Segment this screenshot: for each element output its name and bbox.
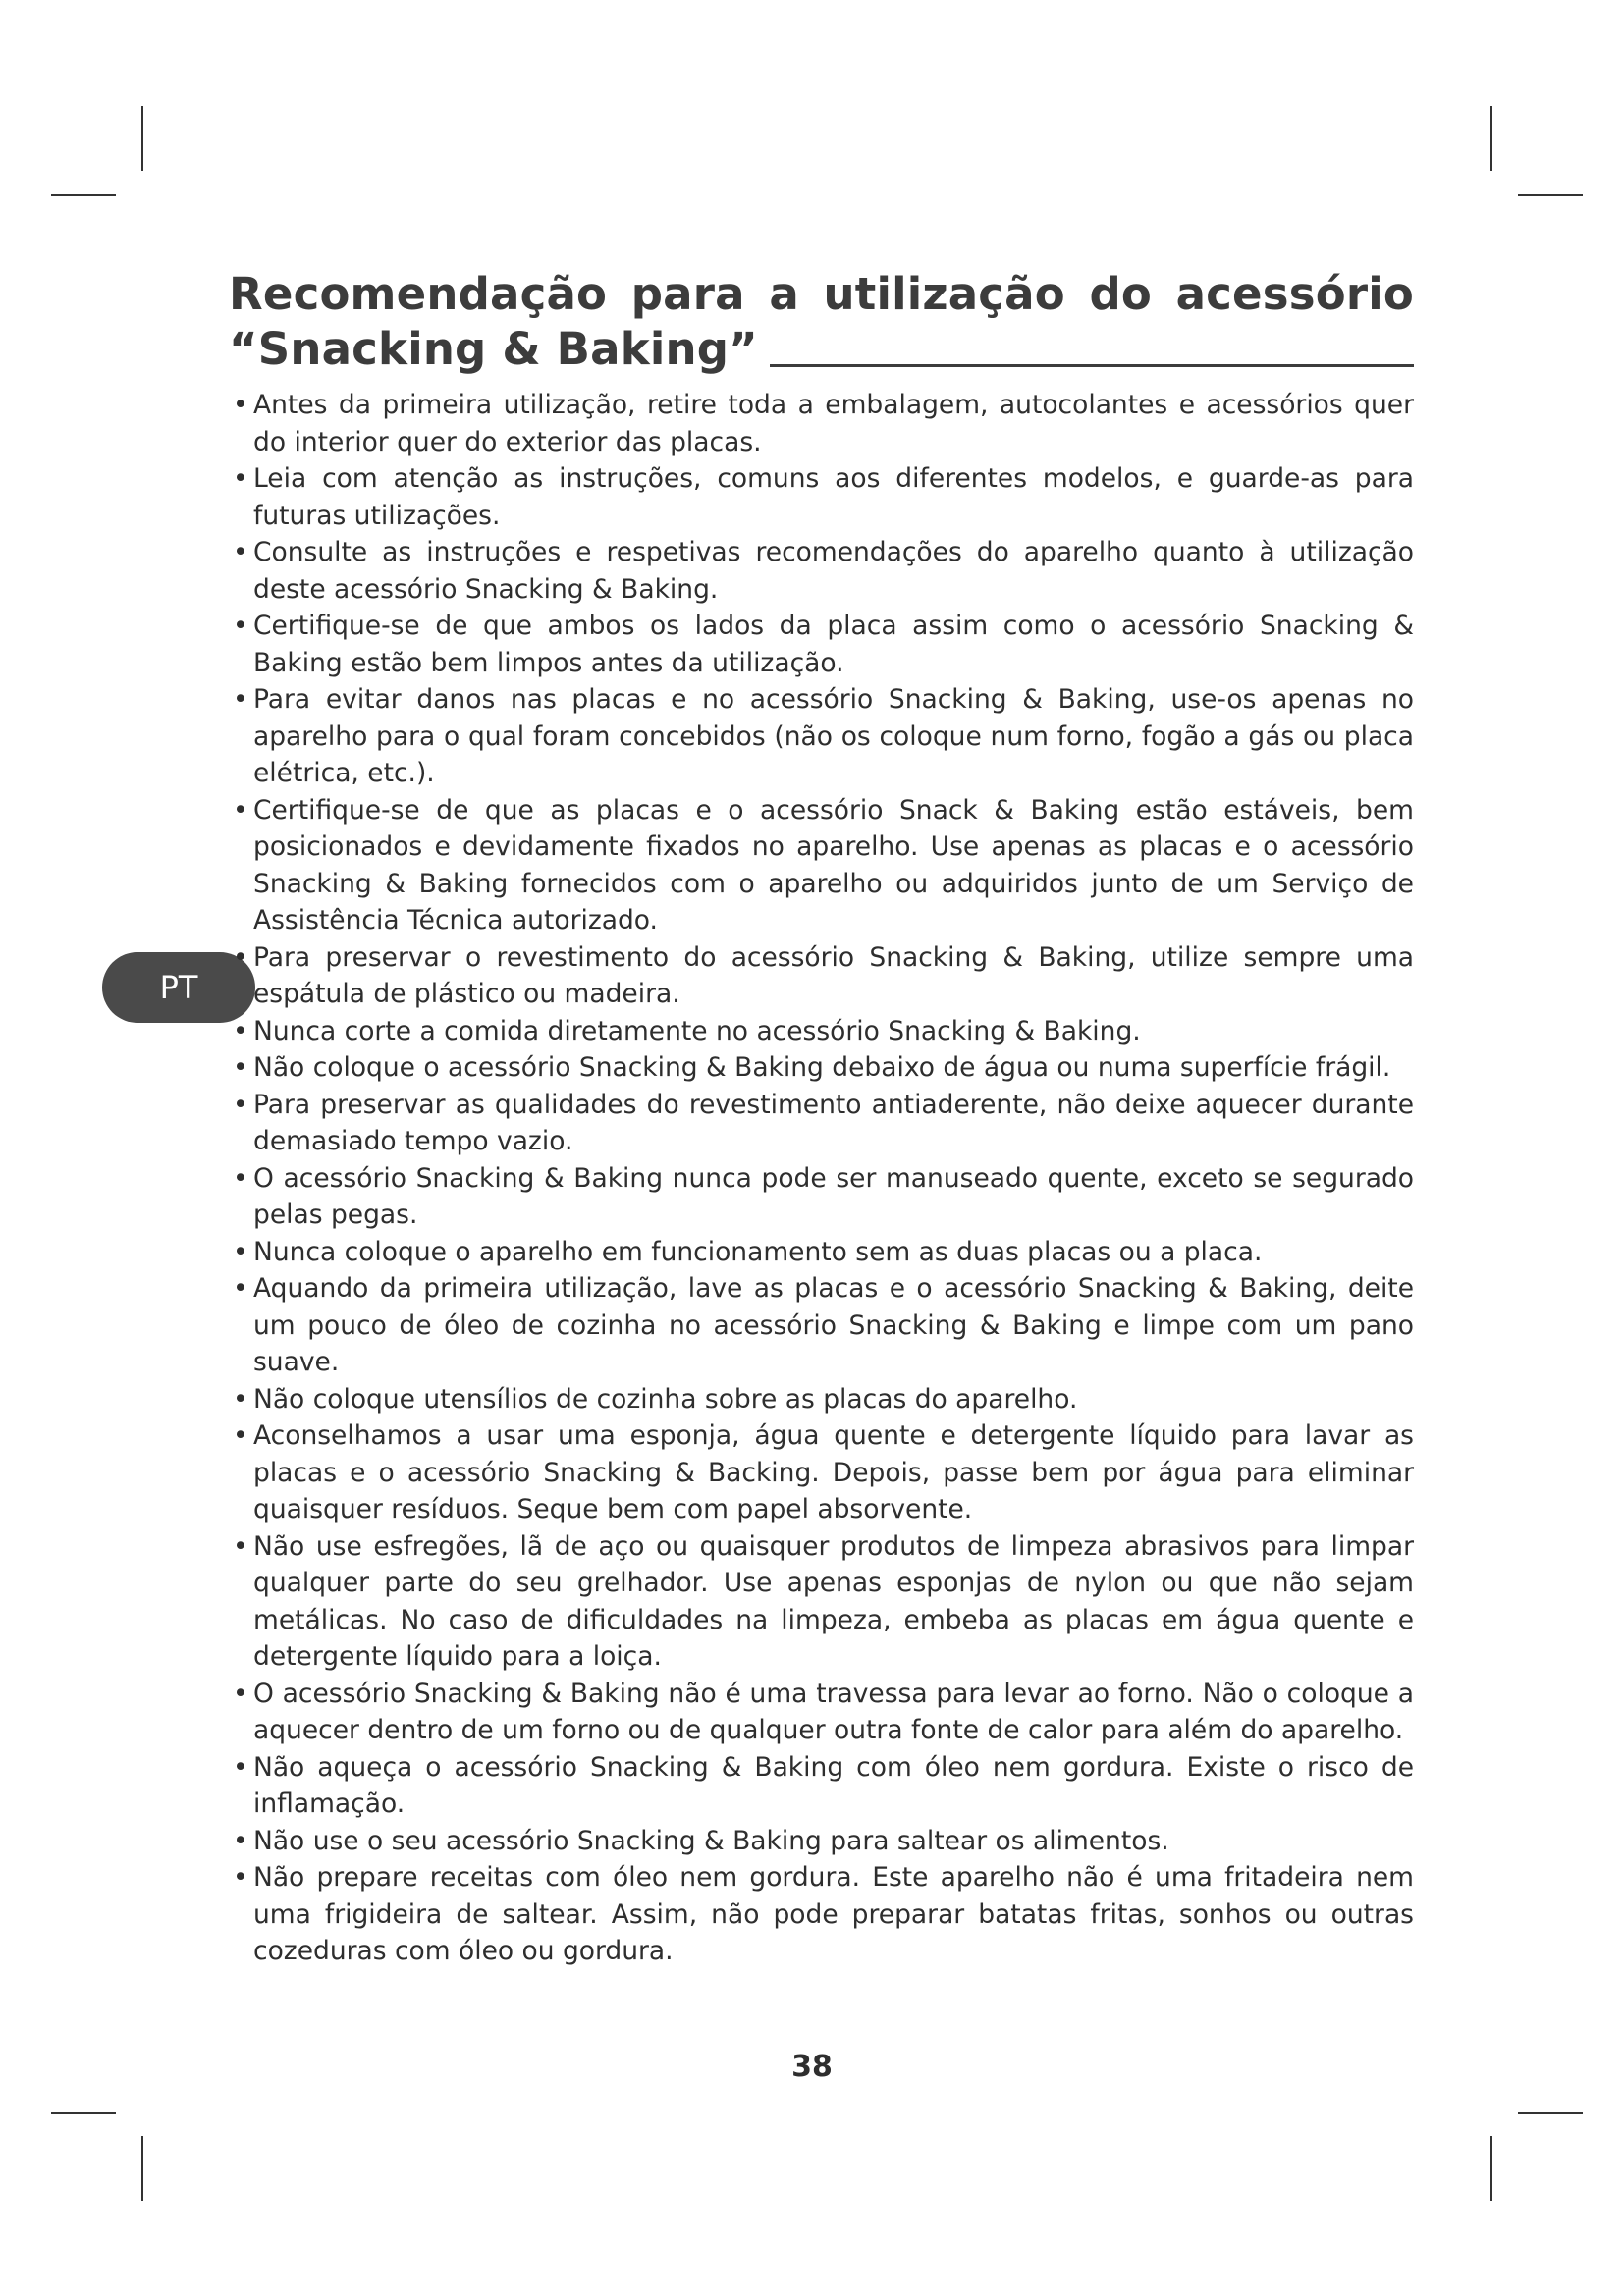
list-item (229, 1087, 1414, 1160)
list-item (229, 387, 1414, 460)
recommendation-list (229, 387, 1414, 1970)
list-item (229, 1270, 1414, 1381)
list-item (229, 1013, 1414, 1050)
language-tab-label: PT (159, 969, 198, 1006)
list-item-text: Não aqueça o acessório Snacking & Baking com óleo nem gordura. Existe o risco de inflamação. (253, 1751, 1414, 1819)
title-word: do (1089, 268, 1152, 320)
list-item-text: Não prepare receitas com óleo nem gordura. Este aparelho não é uma fritadeira nem uma frigideira de saltear. Assim, não pode preparar batatas fritas, sonhos ou outras cozeduras com óleo ou gordura. (253, 1862, 1414, 1966)
list-item (229, 1676, 1414, 1749)
list-item (229, 1234, 1414, 1271)
bullet-icon: • (233, 1015, 248, 1046)
bullet-icon: • (233, 1383, 248, 1415)
list-item (229, 460, 1414, 534)
bullet-icon: • (233, 611, 248, 641)
list-item-text: Consulte as instruções e respetivas recomendações do aparelho quanto à utilização deste acessório Snacking & Baking. (253, 537, 1414, 605)
bullet-icon: • (233, 1862, 248, 1893)
list-item (229, 1417, 1414, 1528)
bullet-icon: • (233, 1751, 248, 1783)
list-item-text: Não coloque utensílios de cozinha sobre as placas do aparelho. (253, 1383, 1078, 1415)
list-item (229, 1749, 1414, 1823)
bullet-icon: • (233, 684, 248, 715)
list-item-text: Nunca corte a comida diretamente no acessório Snacking & Baking. (253, 1015, 1141, 1046)
bullet-icon: • (233, 463, 248, 494)
title-word: Recomendação (229, 268, 608, 320)
list-item (229, 1049, 1414, 1087)
bullet-icon: • (233, 1420, 248, 1451)
crop-mark-top-right-horizontal (1518, 194, 1583, 196)
list-item-text: Leia com atenção as instruções, comuns aos diferentes modelos, e guarde-as para futuras utilizações. (253, 463, 1414, 531)
bullet-icon: • (233, 1530, 248, 1562)
title-word: para (630, 268, 745, 320)
crop-mark-top-right-vertical (1490, 106, 1492, 171)
bullet-icon: • (233, 1236, 248, 1267)
list-item (229, 534, 1414, 608)
bullet-icon: • (233, 1678, 248, 1709)
list-item (229, 1528, 1414, 1676)
bullet-icon: • (233, 1162, 248, 1194)
list-item (229, 792, 1414, 939)
list-item-text: Para evitar danos nas placas e no acessório Snacking & Baking, use-os apenas no aparelho para o qual foram concebidos (não os coloque num forno, fogão a gás ou placa elétrica, etc.). (253, 684, 1414, 788)
list-item (229, 1160, 1414, 1234)
list-item-text: Certifique-se de que ambos os lados da placa assim como o acessório Snacking & Baking estão bem limpos antes da utilização. (253, 611, 1414, 678)
crop-mark-bottom-right-vertical (1490, 2136, 1492, 2201)
page-content (229, 267, 1414, 1970)
page-number: 38 (791, 2050, 833, 2084)
list-item-text: Aconselhamos a usar uma esponja, água quente e detergente líquido para lavar as placas e o acessório Snacking & Backing. Depois, passe bem por água para eliminar quaisquer resíduos. Seque bem com papel absorvente. (253, 1420, 1414, 1524)
bullet-icon: • (233, 1273, 248, 1304)
title-word: acessório (1175, 268, 1414, 320)
crop-mark-bottom-right-horizontal (1518, 2112, 1583, 2114)
list-item-text: Antes da primeira utilização, retire toda a embalagem, autocolantes e acessórios quer do interior quer do exterior das placas. (253, 390, 1414, 457)
bullet-icon: • (233, 390, 248, 420)
bullet-icon: • (233, 1825, 248, 1856)
list-item-text: Não coloque o acessório Snacking & Baking debaixo de água ou numa superfície frágil. (253, 1052, 1391, 1083)
list-item (229, 1823, 1414, 1860)
crop-mark-bottom-left-vertical (141, 2136, 143, 2201)
bullet-icon: • (233, 537, 248, 567)
list-item-text: O acessório Snacking & Baking não é uma travessa para levar ao forno. Não o coloque a aquecer dentro de um forno ou de qualquer outra fonte de calor para além do aparelho. (253, 1678, 1414, 1745)
list-item (229, 608, 1414, 681)
list-item (229, 1859, 1414, 1970)
list-item-text: Para preservar o revestimento do acessório Snacking & Baking, utilize sempre uma espátula de plástico ou madeira. (253, 941, 1414, 1009)
list-item-text: O acessório Snacking & Baking nunca pode ser manuseado quente, exceto se segurado pelas pegas. (253, 1162, 1414, 1230)
list-item-text: Para preservar as qualidades do revestimento antiaderente, não deixe aquecer durante demasiado tempo vazio. (253, 1089, 1414, 1156)
crop-mark-bottom-left-horizontal (51, 2112, 116, 2114)
list-item (229, 939, 1414, 1013)
list-item (229, 1381, 1414, 1418)
title-word: a (769, 268, 799, 320)
list-item-text: Não use o seu acessório Snacking & Baking para saltear os alimentos. (253, 1825, 1169, 1856)
list-item-text: Aquando da primeira utilização, lave as placas e o acessório Snacking & Baking, deite um pouco de óleo de cozinha no acessório Snacking & Baking e limpe com um pano suave. (253, 1273, 1414, 1377)
list-item (229, 681, 1414, 792)
bullet-icon: • (233, 1052, 248, 1083)
list-item-text: Nunca coloque o aparelho em funcionamento sem as duas placas ou a placa. (253, 1236, 1263, 1267)
bullet-icon: • (233, 941, 248, 973)
list-item-text: Certifique-se de que as placas e o acessório Snack & Baking estão estáveis, bem posicionados e devidamente fixados no aparelho. Use apenas as placas e o acessório Snacking & Baking fornecidos com o aparelho ou adquiridos junto de um Serviço de Assistência Técnica autorizado. (253, 794, 1414, 935)
crop-mark-top-left-horizontal (51, 194, 116, 196)
bullet-icon: • (233, 1089, 248, 1120)
title-word: utilização (823, 268, 1065, 320)
list-item-text: Não use esfregões, lã de aço ou quaisquer produtos de limpeza abrasivos para limpar qualquer parte do seu grelhador. Use apenas esponjas de nylon ou que não sejam metálicas. No caso de dificuldades na limpeza, embeba as placas em água quente e detergente líquido para a loiça. (253, 1530, 1414, 1672)
bullet-icon: • (233, 794, 248, 826)
section-title (229, 267, 1414, 377)
title-rule (770, 364, 1414, 367)
section-title-line-1 (229, 267, 1414, 322)
section-title-line-2 (229, 322, 1414, 377)
title-product-name: “Snacking & Baking” (229, 323, 758, 375)
crop-mark-top-left-vertical (141, 106, 143, 171)
